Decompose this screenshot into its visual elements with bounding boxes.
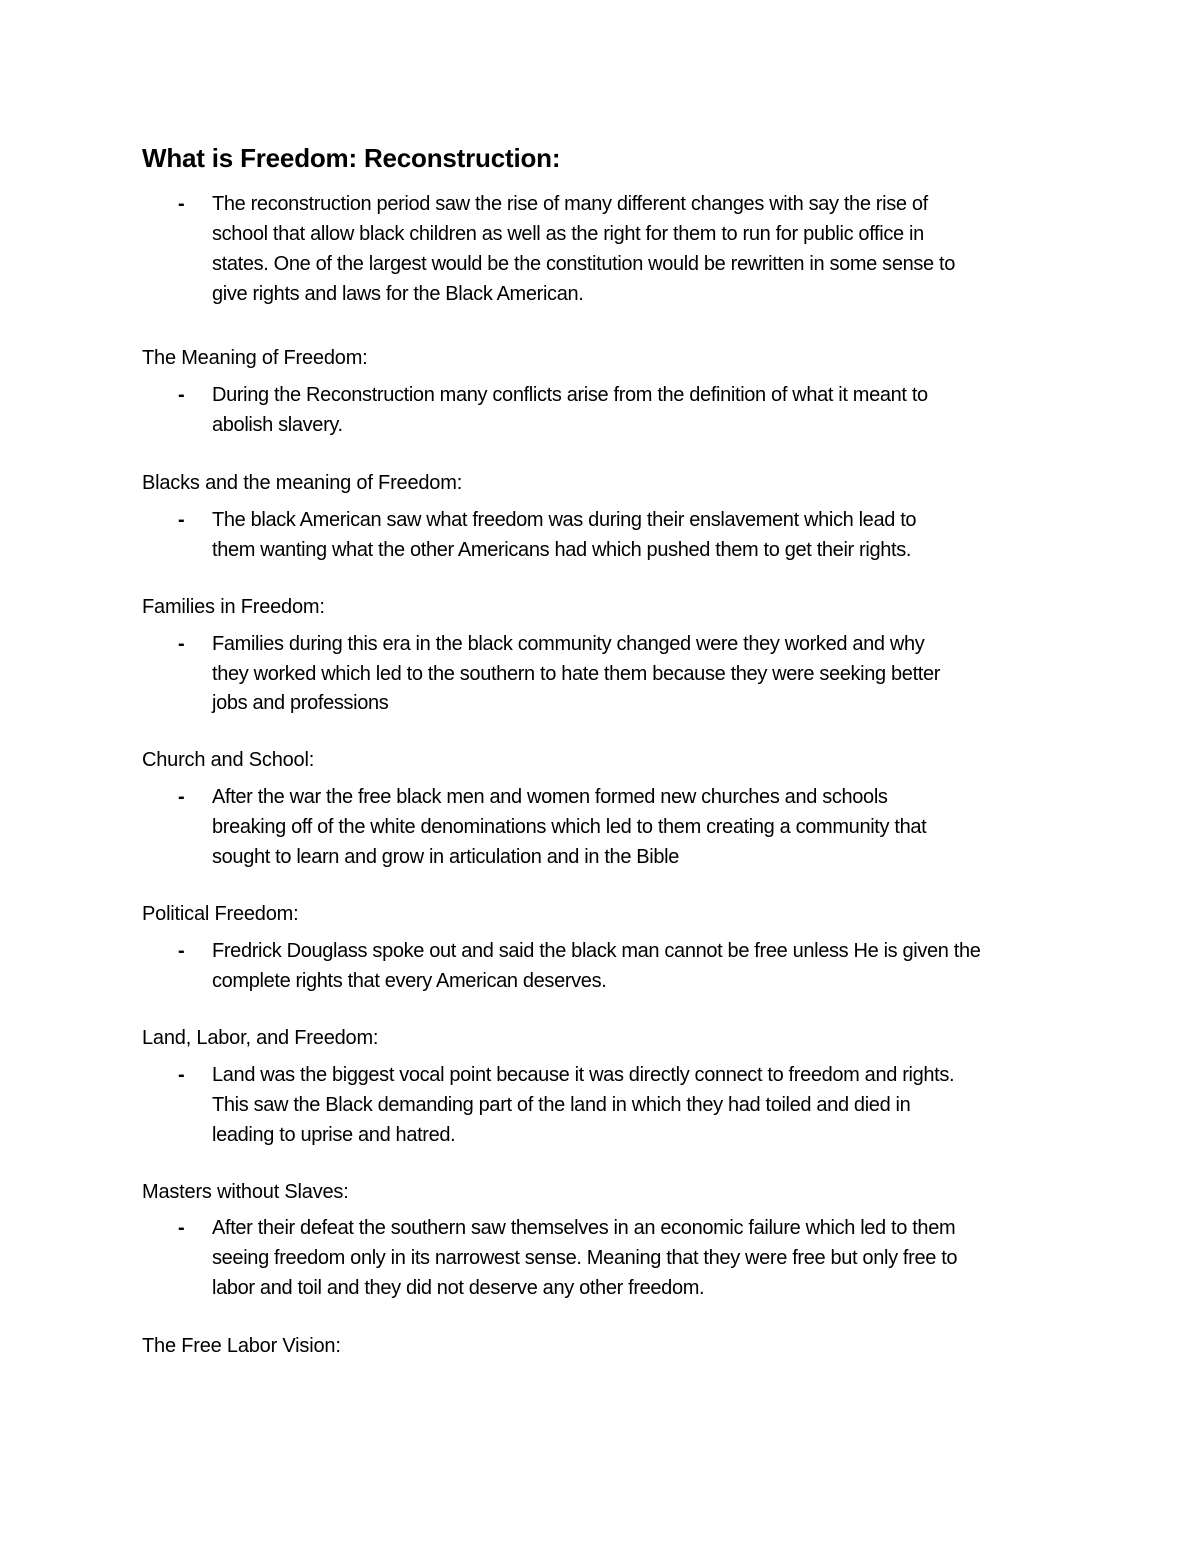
bullet-marker: - [178, 509, 185, 531]
bullet-text-line: school that allow black children as well as the right for them to run for public office in [212, 223, 924, 245]
section-heading: Political Freedom: [142, 903, 299, 925]
bullet-marker: - [178, 384, 185, 406]
bullet-text-line: During the Reconstruction many conflicts arise from the definition of what it meant to [212, 384, 928, 406]
bullet-text-line: This saw the Black demanding part of the land in which they had toiled and died in [212, 1094, 911, 1116]
section-heading: Land, Labor, and Freedom: [142, 1027, 379, 1049]
bullet-text-line: The reconstruction period saw the rise of many different changes with say the rise of [212, 193, 928, 215]
bullet-text-line: give rights and laws for the Black American. [212, 283, 584, 305]
bullet-text-line: Land was the biggest vocal point because it was directly connect to freedom and rights. [212, 1064, 955, 1086]
document-title: What is Freedom: Reconstruction: [142, 143, 561, 173]
bullet-text-line: states. One of the largest would be the constitution would be rewritten in some sense to [212, 253, 955, 275]
bullet-text-line: The black American saw what freedom was during their enslavement which lead to [212, 509, 917, 531]
bullet-marker: - [178, 633, 185, 655]
bullet-text-line: leading to uprise and hatred. [212, 1124, 456, 1146]
bullet-marker: - [178, 193, 185, 215]
bullet-text-line: jobs and professions [212, 692, 389, 714]
bullet-text-line: complete rights that every American deserves. [212, 970, 607, 992]
bullet-text-line: them wanting what the other Americans had which pushed them to get their rights. [212, 539, 912, 561]
bullet-text-line: they worked which led to the southern to hate them because they were seeking better [212, 663, 941, 685]
section-heading: Families in Freedom: [142, 596, 325, 618]
bullet-marker: - [178, 786, 185, 808]
bullet-text-line: After their defeat the southern saw themselves in an economic failure which led to them [212, 1217, 956, 1239]
section-heading: Blacks and the meaning of Freedom: [142, 472, 463, 494]
section-heading: Church and School: [142, 749, 315, 771]
bullet-text-line: After the war the free black men and women formed new churches and schools [212, 786, 888, 808]
bullet-text-line: Fredrick Douglass spoke out and said the black man cannot be free unless He is given the [212, 940, 981, 962]
bullet-marker: - [178, 1064, 185, 1086]
bullet-text-line: breaking off of the white denominations which led to them creating a community that [212, 816, 927, 838]
section-heading: The Free Labor Vision: [142, 1335, 341, 1357]
section-heading: The Meaning of Freedom: [142, 347, 368, 369]
bullet-text-line: sought to learn and grow in articulation and in the Bible [212, 846, 680, 868]
bullet-text-line: abolish slavery. [212, 414, 343, 436]
bullet-text-line: Families during this era in the black community changed were they worked and why [212, 633, 925, 655]
bullet-text-line: seeing freedom only in its narrowest sense. Meaning that they were free but only free to [212, 1247, 958, 1269]
bullet-marker: - [178, 1217, 185, 1239]
bullet-text-line: labor and toil and they did not deserve any other freedom. [212, 1277, 705, 1299]
section-heading: Masters without Slaves: [142, 1181, 349, 1203]
bullet-marker: - [178, 940, 185, 962]
